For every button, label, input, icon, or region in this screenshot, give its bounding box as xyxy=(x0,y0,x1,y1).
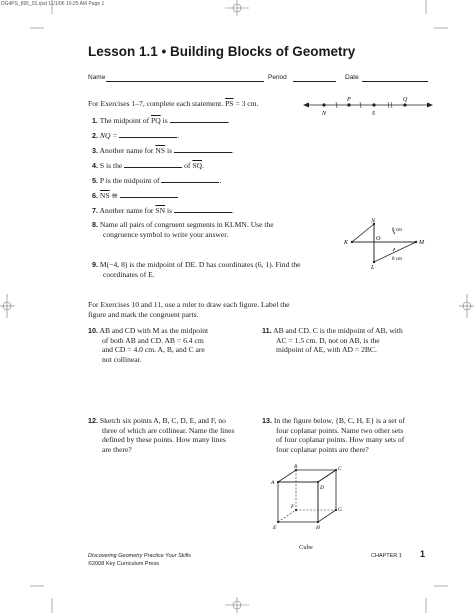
footer-chapter: CHAPTER 1 xyxy=(371,553,402,559)
exercise-11: 11. AB and CD. C is the midpoint of AB, with AC = 1.5 cm. D, not on AB, is the midpoint of AE, with AD = 2BC. xyxy=(262,326,403,355)
cube-label-c: C xyxy=(338,466,342,472)
cube-label-e: E xyxy=(273,525,277,531)
exercise-8-line2: congruence symbol to write your answer. xyxy=(103,230,229,239)
cube-label-b: B xyxy=(294,464,298,470)
kite-label-m: M xyxy=(419,240,424,246)
answer-blank-7[interactable] xyxy=(174,205,232,213)
kite-figure xyxy=(340,218,432,274)
period-field[interactable] xyxy=(293,81,336,82)
number-line-figure xyxy=(300,96,435,118)
exercise-10: 10. AB and CD with M as the midpoint of both AB and CD. AB = 6.4 cm and CD = 4.0 cm. A, B, and C are not collinear. xyxy=(88,326,209,364)
exercise-3: 3. Another name for $\overline{NS}$ is . xyxy=(92,146,234,155)
cube-label-h: H xyxy=(316,525,320,531)
answer-blank-4[interactable] xyxy=(124,160,182,168)
exercise-9-line2: coordinates of E. xyxy=(103,270,155,279)
point-q xyxy=(403,103,406,106)
kite-length-top: 8 cm xyxy=(392,228,402,233)
kite-label-n: N xyxy=(371,218,376,225)
label-n: N xyxy=(322,111,327,117)
date-field[interactable] xyxy=(362,81,428,82)
answer-blank-2[interactable] xyxy=(119,130,177,138)
cube-label-d: D xyxy=(320,485,324,491)
instructions-2-line2: figure and mark the congruent parts. xyxy=(88,310,199,319)
cube-figure xyxy=(268,462,348,542)
exercise-1: 1. The midpoint of $\overline{PQ}$ is . xyxy=(92,116,230,125)
exercise-13: 13. In the figure below, {B, C, H, E} is a set of four coplanar points. Name two other sets of four coplanar points. How many sets of four coplanar points are there? xyxy=(262,416,405,454)
answer-blank-3[interactable] xyxy=(174,145,232,153)
file-slug: DG4PS_895_01.qxd 11/1/06 10:25 AM Page 1 xyxy=(1,1,105,7)
label-s: S xyxy=(372,111,375,117)
kite-label-l: L xyxy=(371,265,375,271)
point-s xyxy=(372,103,375,106)
cube-label-g: G xyxy=(338,507,342,513)
label-p: P xyxy=(347,97,351,103)
exercise-6: 6. $\overline{NS}$ ≅ xyxy=(92,190,178,201)
name-field[interactable] xyxy=(106,81,264,82)
exercise-7: 7. Another name for $\overline{SN}$ is . xyxy=(92,206,234,215)
exercise-12: 12. Sketch six points A, B, C, D, E, and F, no three of which are collinear. Name the lines defined by these points. How many lines are there? xyxy=(88,416,235,454)
answer-blank-6[interactable] xyxy=(120,190,178,198)
exercise-8: 8. Name all pairs of congruent segments in KLMN. Use the xyxy=(92,220,274,229)
cube-caption: Cube xyxy=(299,544,313,551)
page-title: Lesson 1.1 • Building Blocks of Geometry xyxy=(88,44,356,59)
label-q: Q xyxy=(403,97,408,103)
exercise-2: 2. NQ = . xyxy=(92,131,180,140)
cube-label-f: F xyxy=(291,504,295,510)
point-p xyxy=(347,103,350,106)
exercise-5: 5. P is the midpoint of . xyxy=(92,176,222,185)
instructions-1: For Exercises 1–7, complete each statement. $\overline{PS} = 3$ cm. xyxy=(88,99,259,108)
date-label: Date xyxy=(345,74,359,81)
name-label: Name xyxy=(88,74,106,81)
exercise-9: 9. M(−4, 8) is the midpoint of DE. D has coordinates (6, 1). Find the xyxy=(92,260,301,269)
answer-blank-5[interactable] xyxy=(161,175,219,183)
footer-copyright: ©2008 Key Curriculum Press xyxy=(88,561,159,567)
kite-label-k: K xyxy=(344,240,349,246)
exercise-4: 4. S is the of $\overline{SQ}$. xyxy=(92,161,204,170)
footer-book-title: Discovering Geometry Practice Your Skills xyxy=(88,553,191,559)
page-number: 1 xyxy=(420,549,426,559)
kite-label-o: O xyxy=(376,236,381,242)
point-n xyxy=(322,103,325,106)
cube-label-a: A xyxy=(271,480,275,486)
instructions-2: For Exercises 10 and 11, use a ruler to draw each figure. Label the xyxy=(88,300,290,309)
period-label: Period xyxy=(268,74,287,81)
answer-blank-1[interactable] xyxy=(170,115,228,123)
kite-length-bottom: 8 cm xyxy=(392,257,402,262)
